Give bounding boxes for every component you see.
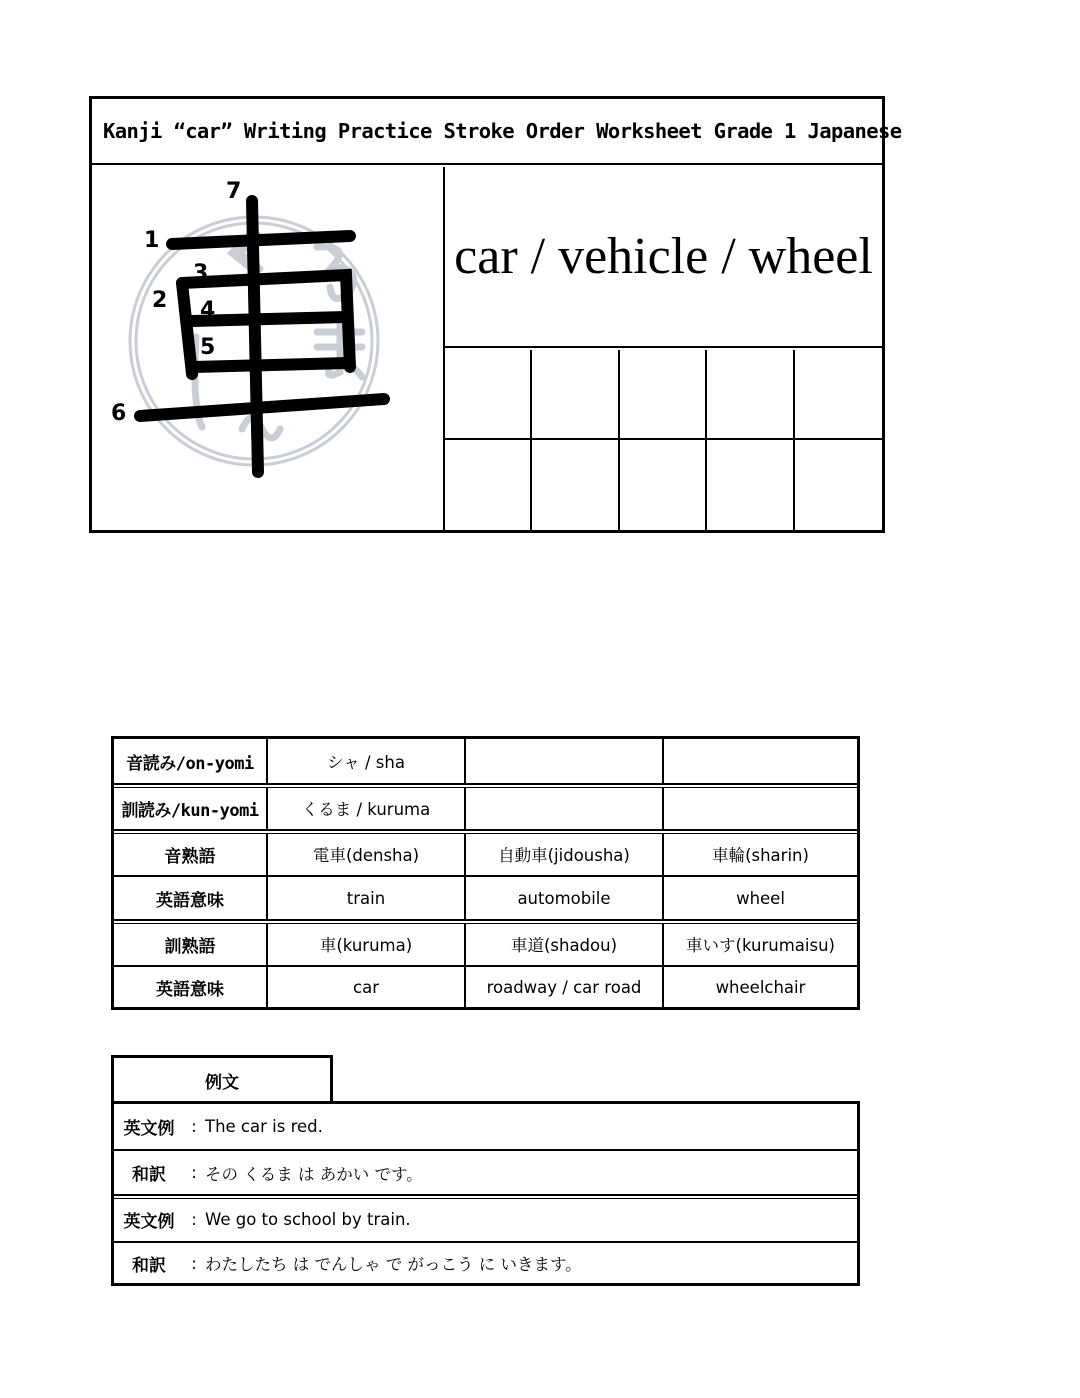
stroke-number-2: 2 xyxy=(152,288,168,313)
example-label: 和訳 xyxy=(132,1255,166,1276)
table-row xyxy=(114,877,857,919)
stroke-order-diagram xyxy=(92,167,445,530)
example-label: 英文例 xyxy=(123,1212,175,1232)
example-sentences-table xyxy=(111,1101,860,1286)
table-cell: automobile xyxy=(466,877,664,919)
stroke-number-1: 1 xyxy=(144,228,160,253)
stroke-number-7: 7 xyxy=(226,179,242,204)
example-label: 和訳 xyxy=(132,1165,166,1185)
stroke-1 xyxy=(172,236,350,244)
example-text: その くるま は あかい です。 xyxy=(205,1164,423,1184)
table-cell: 自動車(jidousha) xyxy=(466,833,664,875)
stroke-5 xyxy=(194,363,348,367)
table-cell: 車(kuruma) xyxy=(268,923,466,965)
row-label-kun-compound: 訓熟語 xyxy=(114,923,268,965)
stroke-number-3: 3 xyxy=(193,261,209,286)
worksheet-header-block xyxy=(89,96,902,533)
table-cell: シャ / sha xyxy=(268,739,466,783)
practice-box[interactable] xyxy=(532,440,619,530)
practice-box[interactable] xyxy=(445,440,532,530)
table-row xyxy=(114,833,857,875)
example-row xyxy=(114,1243,857,1283)
table-cell: 車いす(kurumaisu) xyxy=(686,936,835,955)
table-cell: wheelchair xyxy=(715,977,806,997)
table-cell: くるま / kuruma xyxy=(268,787,466,829)
table-cell: train xyxy=(268,877,466,919)
example-colon: : xyxy=(191,1210,197,1229)
table-row xyxy=(114,923,857,965)
table-cell: 電車(densha) xyxy=(268,833,466,875)
example-colon: : xyxy=(191,1117,197,1136)
table-cell: car xyxy=(268,967,466,1007)
table-cell: wheel xyxy=(736,888,785,908)
table-cell xyxy=(466,787,664,829)
practice-box[interactable] xyxy=(795,350,882,440)
stroke-7 xyxy=(252,201,258,472)
table-row xyxy=(114,739,857,783)
worksheet-title: Kanji “car” Writing Practice Stroke Order Worksheet Grade 1 Japanese xyxy=(92,99,882,165)
kanji-meaning: car / vehicle / wheel xyxy=(445,167,882,348)
practice-box[interactable] xyxy=(707,350,794,440)
table-cell: roadway / car road xyxy=(466,967,664,1007)
example-row xyxy=(114,1198,857,1241)
row-label-on-yomi: 音読み/on-yomi xyxy=(114,739,268,783)
row-label-kun-yomi: 訓読み/kun-yomi xyxy=(114,787,268,829)
readings-vocabulary-table xyxy=(111,736,860,1010)
example-colon: : xyxy=(191,1163,197,1182)
row-label-on-compound: 音熟語 xyxy=(114,833,268,875)
row-label-english-meaning: 英語意味 xyxy=(114,967,268,1007)
example-row xyxy=(114,1151,857,1194)
table-cell xyxy=(664,787,857,829)
stroke-2 xyxy=(182,283,192,374)
practice-box[interactable] xyxy=(795,440,882,530)
example-label: 英文例 xyxy=(123,1119,175,1139)
table-row xyxy=(114,967,857,1007)
example-row xyxy=(114,1104,857,1149)
example-colon: : xyxy=(191,1253,197,1273)
table-row xyxy=(114,787,857,829)
example-sentences-tab: 例文 xyxy=(111,1055,333,1103)
practice-box[interactable] xyxy=(445,350,532,440)
practice-box[interactable] xyxy=(707,440,794,530)
practice-box[interactable] xyxy=(620,440,707,530)
example-text: We go to school by train. xyxy=(205,1210,411,1229)
practice-box[interactable] xyxy=(532,350,619,440)
table-cell: 車道(shadou) xyxy=(466,923,664,965)
kanji-stroke-order-svg xyxy=(92,167,443,530)
stroke-number-6: 6 xyxy=(111,401,127,426)
example-text: The car is red. xyxy=(205,1117,323,1136)
practice-grid xyxy=(445,350,882,530)
table-cell: 車輪(sharin) xyxy=(712,846,809,865)
table-cell xyxy=(664,739,857,783)
practice-box[interactable] xyxy=(620,350,707,440)
stroke-number-4: 4 xyxy=(200,298,216,323)
example-text: わたしたち は でんしゃ で がっこう に いきます。 xyxy=(205,1255,582,1274)
row-label-english-meaning: 英語意味 xyxy=(114,877,268,919)
stroke-number-5: 5 xyxy=(200,335,216,360)
table-cell xyxy=(466,739,664,783)
